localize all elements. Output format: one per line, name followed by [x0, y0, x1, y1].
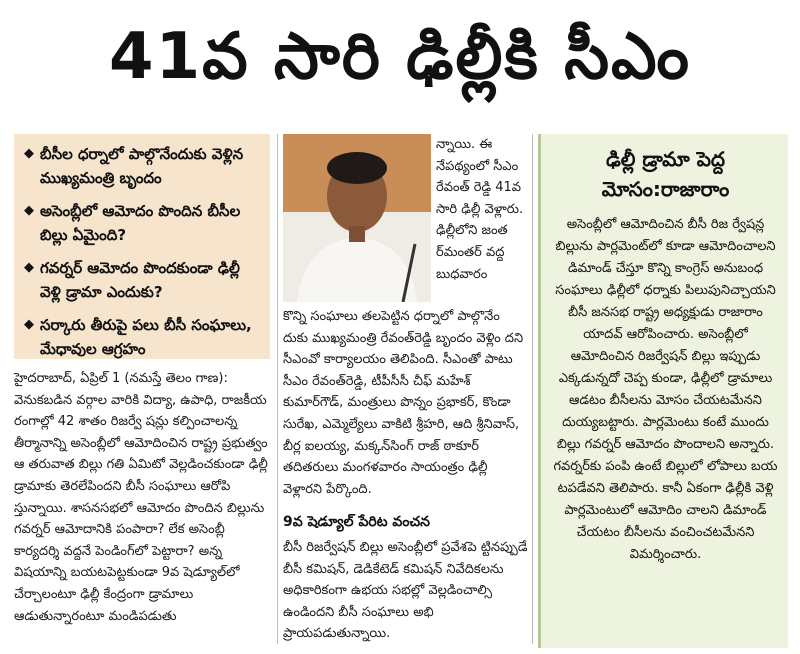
column-divider — [277, 134, 278, 644]
sidebar-body: అసెంబ్లీలో ఆమోదించిన బీసీ రిజ ర్వేషన్ల బిల్లును పార్లమెంట్‌లో కూడా ఆమోదించాలని డిమాండ్ చేస్తూ కొన్ని కాంగ్రెస్ అనుబంధ సంఘాలు ఢిల్లీలో ధర్నాకు పిలుపునిచ్చాయని బీసీ జనసభ రాష్ట్ర అధ్యక్షుడు రాజారాం యాదవ్ ఆరోపించారు. అసెంబ్లీలో ఆమోదించిన రిజర్వేషన్ బిల్లు ఇప్పుడు ఎక్కడున్నదో చెప్ప కుండా, ఢిల్లీలో డ్రామాలు ఆడటం బీసీలను మోసం చేయటమేనని దుయ్యబట్టారు. పార్లమెంటు కంటే ముందు బిల్లు గవర్నర్ ఆమోదం పొందాలని అన్నారు. గవర్నర్‌కు పంపి ఉంటే బిల్లులో లోపాలు బయ టపడేవని తెలిపారు. కానీ ఏకంగా ఢిల్లీకి వెళ్లి పార్లమెంటులో ఆమోదిం చాలని డిమాండ్ చేయటం బీసీలను వంచించటమేనని విమర్శించారు. — [553, 217, 778, 562]
article-text-beside-photo: న్నాయి. ఈ నేపథ్యంలో సీఎం రేవంత్ రెడ్డి 41వ సారి ఢిల్లీ వెళ్లారు. ఢిల్లీలోని జంత ర్‌మంతర్ వద్ద బుధవారం — [436, 137, 524, 282]
highlight-item — [24, 256, 262, 304]
highlight-text: గవర్నర్ ఆమోదం పొందకుండా ఢిల్లీ వెళ్లి డ్రామా ఎందుకు? — [40, 259, 240, 301]
diamond-bullet-icon: ◆ — [24, 146, 34, 161]
column-divider — [532, 134, 533, 644]
highlight-text: బీసీల ధర్నాలో పాల్గొనేందుకు వెళ్లిన ముఖ్యమంత్రి బృందం — [40, 145, 244, 187]
highlight-item — [24, 142, 262, 190]
highlights-box — [14, 134, 270, 359]
chief-minister-photo — [283, 134, 431, 302]
portrait-illustration — [283, 134, 431, 302]
diamond-bullet-icon: ◆ — [24, 317, 34, 332]
highlight-item — [24, 199, 262, 247]
highlight-text: సర్కారు తీరుపై పలు బీసీ సంఘాలు, మేధావుల ఆగ్రహం — [40, 316, 252, 358]
sidebar-title-line: ఢిల్లీ డ్రామా పెద్ద — [605, 147, 726, 171]
diamond-bullet-icon: ◆ — [24, 260, 34, 275]
article-text-center: కొన్ని సంఘాలు తలపెట్టిన ధర్నాలో పాల్గొనేం దుకు ముఖ్యమంత్రి రేవంత్‌రెడ్డి బృందం వెళ్లిం దని సీఎంవో కార్యాలయం తెలిపింది. సీఎంతో పాటు సీఎం రేవంత్‌రెడ్డి, టీపీసీసీ చీఫ్ మహేశ్ కుమార్‌గౌడ్, మంత్రులు పొన్నం ప్రభాకర్, కొండా సురేఖ, ఎమ్మెల్యేలు వాకిటి శ్రీహరి, ఆది శ్రీనివాస్, బీర్ల ఐలయ్య, మక్కన్‌సింగ్ రాజ్ ఠాకూర్ తదితరులు మంగళవారం సాయంత్రం ఢిల్లీ వెళ్లారని పేర్కొంది. — [283, 309, 524, 497]
sidebar-title — [553, 144, 778, 204]
highlight-item — [24, 313, 262, 361]
article-text-left: హైదరాబాద్, ఏప్రిల్ 1 (నమస్తే తెలం గాణ): వెనుకబడిన వర్గాల వారికి విద్యా, ఉపాధి, రాజకీయ రంగాల్లో 42 శాతం రిజర్వే షన్లు కల్పించాలన్న తీర్మానాన్ని అసెంబ్లీలో ఆమోదించిన రాష్ట్ర ప్రభుత్వం ఆ తరువాత బిల్లు గతి ఏమిటో వెల్లడించకుండా ఢిల్లీ డ్రామాకు తెరలేపిందని బీసీ సంఘాలు ఆరోపి స్తున్నాయి. శాసనసభలో ఆమోదం పొందిన బిల్లును గవర్నర్ ఆమోదానికి పంపారా? లేక అసెంబ్లీ కార్యదర్శి వద్దనే పెండింగ్‌లో పెట్టారా? అన్న విషయాన్ని బయటపెట్టకుండా 9వ షెడ్యూల్‌లో చేర్చాలంటూ ఢిల్లీ కేంద్రంగా డ్రామాలు ఆడుతున్నారంటూ మండిపడుతు — [14, 371, 268, 624]
sidebar-box — [538, 134, 788, 648]
headline: 41వ సారి ఢిల్లీకి సీఎం — [109, 19, 691, 94]
highlight-text: అసెంబ్లీలో ఆమోదం పొందిన బీసీల బిల్లు ఏమైంది? — [40, 202, 241, 244]
diamond-bullet-icon: ◆ — [24, 203, 34, 218]
article-text-center-bottom: బీసీ రిజర్వేషన్ బిల్లు అసెంబ్లీలో ప్రవేశపె ట్టినప్పుడే బీసీ కమిషన్, డెడికేటెడ్ కమిషన్ నివేదికలను అధికారికంగా ఉభయ సభల్లో వెల్లడించాల్సి ఉండిందని బీసీ సంఘాలు అభి ప్రాయపడుతున్నాయి. — [283, 540, 528, 642]
article-subheading: 9వ షెడ్యూల్ పేరిట వంచన — [283, 514, 430, 530]
sidebar-title-line: మోసం:రాజారాం — [601, 177, 730, 201]
